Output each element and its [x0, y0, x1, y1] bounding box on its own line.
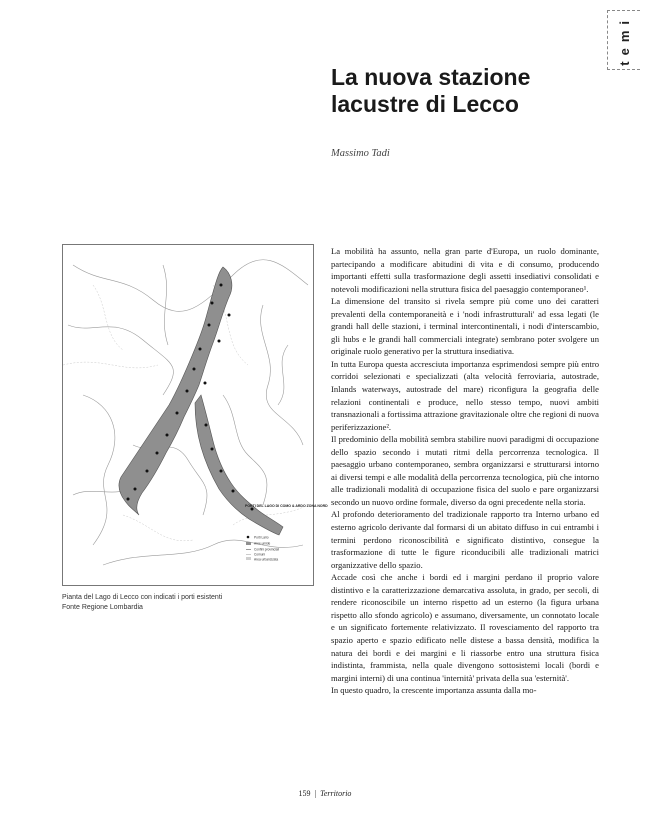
- paragraph: Il predominio della mobilità sembra stabilire nuovi paradigmi di occupazione dello spazio secondo i mutati ritmi della percorrenza tecnologica. Il paesaggio urbano contemporaneo, sembra organizzarsi e strutturarsi intorno ai diversi tempi e alle modalità della percorrenza tecnologica, più che intorno alle tradizionali modalità di occupazione fisica del suolo e pare organizzarsi secondo un nuovo ordine formale, diverso da ogni precedente nella storia.: [331, 434, 599, 507]
- section-tab: [607, 10, 640, 70]
- magazine-name: Territorio: [320, 789, 352, 798]
- page-footer: [0, 789, 650, 798]
- legend-item-ports: Porti Lario: [254, 535, 269, 540]
- title-line-2: lacustre di Lecco: [331, 91, 519, 117]
- paragraph: La mobilità ha assunto, nella gran parte d'Europa, un ruolo dominante, partecipando a modificare abitudini di vita e di consumo, producendo importanti effetti sulla trasformazione degli assetti insediativi consolidati e notevoli modificazioni nella struttura fisica del paesaggio contemporaneo¹.: [331, 246, 599, 294]
- caption-line-2: Fonte Regione Lombardia: [62, 604, 143, 611]
- title-line-1: La nuova stazione: [331, 64, 531, 90]
- paragraph: In tutta Europa questa accresciuta importanza esprimendosi sempre più entro corridoi selezionati e specializzati (alta velocità ferroviaria, autostrade, Inlands waterways, autostrade del mare) riconfigura la geografia delle relazioni continentali e produce, nello stesso tempo, nuovi ambiti transnazionali a fortissima attrazione gravitazionale oltre che regioni di nuova periferizzazione².: [331, 358, 599, 432]
- author-name: Massimo Tadi: [331, 148, 390, 159]
- article-title: [331, 64, 631, 118]
- figure-caption: [62, 593, 312, 613]
- section-tab-label: temi: [616, 14, 632, 66]
- paragraph: Al profondo deterioramento del tradizionale rapporto tra Interno urbano ed esterno agricolo derivante dal formarsi di un abitato diffuso in cui entrambi i termini perdono riconoscibilità e significato distintivo, consegue la trasformazione di tutte le figure riconducibili alle tradizionali matrici organizzative dello spazio.: [331, 509, 599, 570]
- lake-map-figure: [62, 244, 328, 586]
- legend-title: PORTI DEL LAGO DI COMO & ARDO ZONA NORD: [245, 504, 328, 508]
- caption-line-1: Pianta del Lago di Lecco con indicati i porti esistenti: [62, 594, 223, 601]
- footer-separator: |: [314, 789, 317, 798]
- article-body: [331, 245, 599, 770]
- paragraph: La dimensione del transito si rivela sempre più come uno dei caratteri prevalenti della contemporaneità e i 'nodi infrastrutturali' ad essa legati (le grandi hall delle stazioni, i terminal intercontinentali, i nodi d'interscambio, gli hubs e le grandi hall commerciali integrate) sembrano poter svolgere un originale ruolo generativo per la struttura insediativa.: [331, 296, 599, 357]
- legend-item-urbanized: Area urbanizzata: [254, 557, 279, 562]
- page-number: 159: [298, 789, 311, 798]
- paragraph: In questo quadro, la crescente importanza assunta dalla mo-: [331, 685, 537, 696]
- legend-item-boundaries: Confini provinciali: [254, 547, 279, 552]
- legend-item-municipalities: Comuni: [254, 552, 265, 557]
- legend-item-wetlands: Aree umide: [254, 541, 271, 546]
- paragraph: Accade così che anche i bordi ed i margini perdano il proprio valore distintivo e la caratterizzazione demarcativa assoluta, in grado, per secoli, di rendere riconoscibile un interno rispetto ad un esterno (la figura urbana rispetto allo sfondo agricolo) e assumano, diversamente, un connotato locale e un significato fortemente relativizzato. Il rovesciamento del rapporto tra spazio aperto e spazio edificato nelle distese a bassa densità, modifica la natura dei bordi e dei margini e li riassorbe entro una struttura fisica indistinta, frammista, nella quale divengono sottosistemi locali (bordi e margini interni) di una continua 'internità' privata della sua 'esternità'.: [331, 572, 599, 683]
- lake-map-image: [63, 245, 328, 585]
